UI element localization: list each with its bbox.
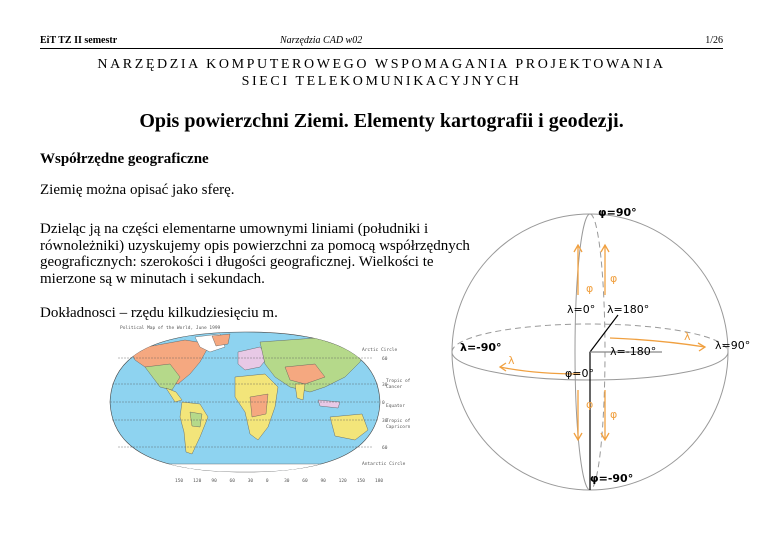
label-lambda-90: λ=90° [715,339,751,352]
map-lon-tick: 180 [375,479,384,484]
banner-line-1: NARZĘDZIA KOMPUTEROWEGO WSPOMAGANIA PROJEKTOWANIA [97,57,666,72]
map-lon-tick: 120 [193,479,202,484]
map-lon-tick: 90 [320,479,326,484]
map-lon-tick: 150 [356,479,365,484]
map-lon-tick: 30 [247,479,254,484]
label-tropic-capricorn-1: Tropic of [386,419,411,424]
paragraph-coordinates: Dzieląc ją na części elementarne umownymi liniami (południki i równoleżniki) uzyskujemy opis powierzchni za pomocą współrzędnych geograficznych: szerokości i długości geograficznej. Wielkości te mierzone są w minutach i sekundach. [40,221,470,287]
map-lon-tick: 30 [284,479,290,484]
label-phi-upper-right: φ [610,272,618,285]
label-phi-zero: φ=0° [565,367,594,380]
label-antarctic-circle: Antarctic Circle [362,462,406,467]
map-title: Political Map of the World, June 1999 [120,326,221,331]
label-lambda-left: λ [508,354,515,367]
map-lon-tick: 120 [338,479,347,484]
map-lat-tick: 30 [382,419,388,424]
map-lat-tick: 60 [382,357,388,362]
label-phi-lower-left: φ [586,398,594,411]
label-lambda-180: λ=180° [607,303,650,316]
map-lat-tick: 0 [382,401,385,406]
map-lon-tick: 60 [302,479,308,484]
page-title: Opis powierzchni Ziemi. Elementy kartografii i geodezji. [139,110,624,132]
paragraph-accuracy: Dokładnosci – rzędu kilkudziesięciu m. [40,305,278,321]
map-lon-tick: 0 [265,479,269,484]
label-phi-north: φ=90° [598,206,637,219]
label-phi-upper-left: φ [586,282,594,295]
label-tropic-cancer-2: Cancer [386,385,403,390]
label-lambda-right: λ [684,330,691,343]
section-heading: Współrzędne geograficzne [40,151,209,167]
header-divider [40,48,723,49]
radius-vectors [590,315,662,490]
label-phi-lower-right: φ [610,408,618,421]
meridian-front [575,214,590,490]
longitude-arrows [500,338,705,374]
map-lat-tick: 60 [382,446,388,451]
world-map-image [100,322,411,487]
label-lambda-zero: λ=0° [567,303,596,316]
label-tropic-capricorn-2: Capricorn [386,425,411,430]
map-lon-tick: 60 [229,479,235,484]
label-tropic-cancer-1: Tropic of [386,379,411,384]
label-arctic-circle: Arctic Circle [362,348,398,353]
label-phi-south: φ=-90° [590,472,634,485]
map-lat-tick: 30 [382,383,388,388]
header-course: EiT TZ II semestr [40,35,118,46]
paragraph-sphere: Ziemię można opisać jako sferę. [40,182,235,198]
map-lon-tick: 90 [211,479,217,484]
header-document-name: Narzędzia CAD w02 [280,35,363,46]
header-page-number: 1/26 [705,35,723,46]
map-longitude-ticks [175,478,383,484]
label-lambda-neg90: λ=-90° [460,341,502,354]
label-lambda-neg180: λ=-180° [610,345,657,358]
sphere-coordinates-diagram [440,200,765,500]
map-lon-tick: 150 [175,479,184,484]
label-equator: Equator [386,404,405,409]
banner-line-2: SIECI TELEKOMUNIKACYJNYCH [241,74,522,89]
